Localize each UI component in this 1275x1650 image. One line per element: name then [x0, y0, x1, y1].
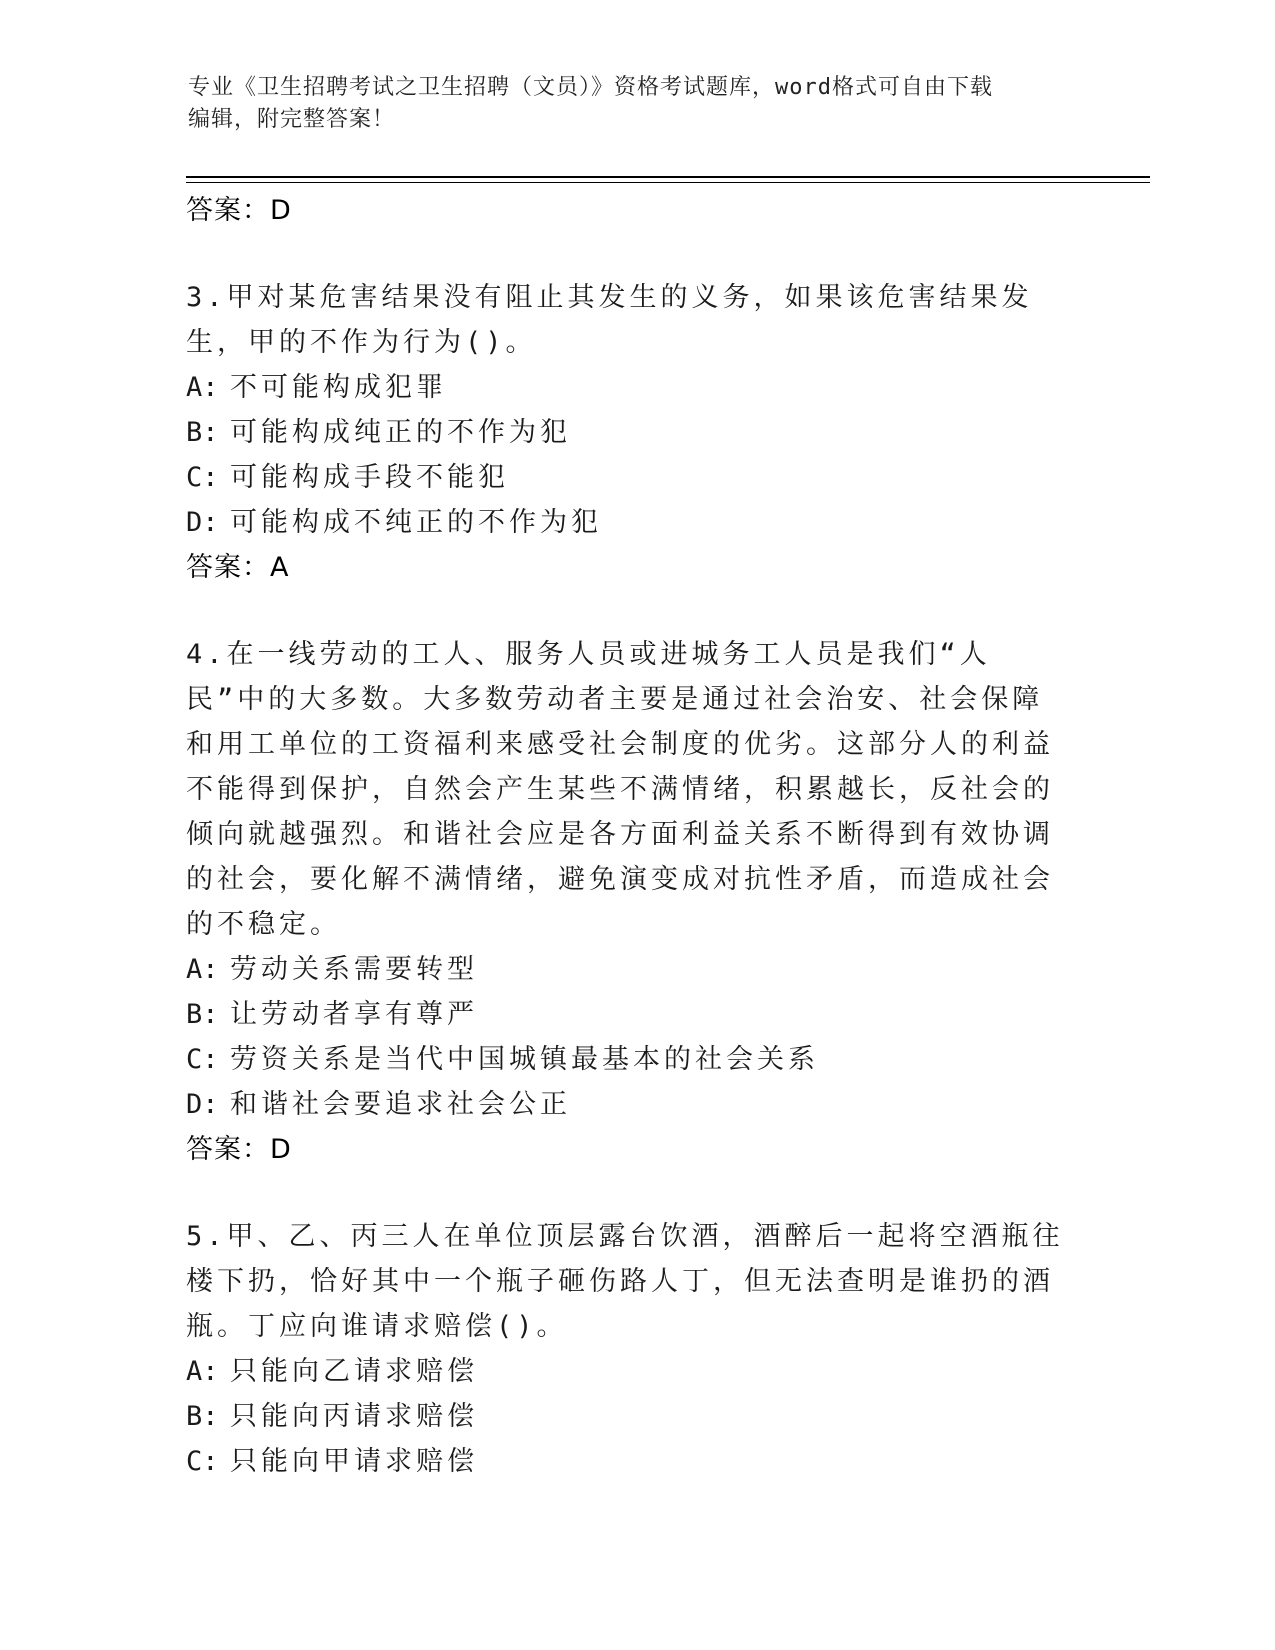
option-row: [186, 1439, 1066, 1484]
option-letter: C:: [186, 1446, 219, 1477]
option-text: 不可能构成犯罪: [230, 372, 447, 403]
option-row: [186, 410, 1066, 455]
header-rule-thick: [186, 176, 1150, 178]
option-row: [186, 1082, 1066, 1127]
option-row: [186, 455, 1066, 500]
question-text: 4.在一线劳动的工人、服务人员或进城务工人员是我们“人民”中的大多数。大多数劳动者主要是通过社会治安、社会保障和用工单位的工资福利来感受社会制度的优劣。这部分人的利益不能得到保护，自然会产生某些不满情绪，积累越长，反社会的倾向就越强烈。和谐社会应是各方面利益关系不断得到有效协调的社会，要化解不满情绪，避免演变成对抗性矛盾，而造成社会的不稳定。: [186, 639, 1054, 940]
question-text: 5.甲、乙、丙三人在单位顶层露台饮酒，酒醉后一起将空酒瓶往楼下扔，恰好其中一个瓶子砸伤路人丁，但无法查明是谁扔的酒瓶。丁应向谁请求赔偿()。: [186, 1221, 1064, 1342]
option-row: [186, 947, 1066, 992]
option-text: 可能构成纯正的不作为犯: [230, 417, 571, 448]
spacer: [186, 590, 1066, 632]
option-row: [186, 365, 1066, 410]
header-line-2: 编辑，附完整答案！: [188, 107, 396, 132]
option-row: [186, 992, 1066, 1037]
option-text: 可能构成手段不能犯: [230, 462, 509, 493]
option-text: 只能向甲请求赔偿: [230, 1446, 478, 1477]
spacer: [186, 1172, 1066, 1214]
question-block: [186, 1214, 1066, 1484]
question-text: 3.甲对某危害结果没有阻止其发生的义务，如果该危害结果发生，甲的不作为行为()。: [186, 282, 1033, 358]
option-text: 劳资关系是当代中国城镇最基本的社会关系: [230, 1044, 819, 1075]
option-row: [186, 1349, 1066, 1394]
option-text: 和谐社会要追求社会公正: [230, 1089, 571, 1120]
option-letter: C:: [186, 1044, 219, 1075]
option-row: [186, 1394, 1066, 1439]
option-letter: B:: [186, 417, 219, 448]
option-text: 劳动关系需要转型: [230, 954, 478, 985]
option-letter: B:: [186, 1401, 219, 1432]
answer-line: 答案：A: [186, 552, 290, 583]
answer-line: 答案：D: [186, 195, 292, 226]
option-row: [186, 1037, 1066, 1082]
header-rule-thin: [186, 182, 1150, 183]
option-letter: D:: [186, 1089, 219, 1120]
option-text: 可能构成不纯正的不作为犯: [230, 507, 602, 538]
option-row: [186, 500, 1066, 545]
option-letter: A:: [186, 1356, 219, 1387]
spacer: [186, 233, 1066, 275]
option-text: 只能向乙请求赔偿: [230, 1356, 478, 1387]
option-letter: A:: [186, 372, 219, 403]
option-letter: D:: [186, 507, 219, 538]
option-text: 只能向丙请求赔偿: [230, 1401, 478, 1432]
question-block: [186, 632, 1066, 1172]
option-letter: B:: [186, 999, 219, 1030]
option-letter: C:: [186, 462, 219, 493]
answer-line: 答案：D: [186, 1134, 292, 1165]
document-body: [186, 188, 1066, 1484]
option-text: 让劳动者享有尊严: [230, 999, 478, 1030]
header-line-1: 专业《卫生招聘考试之卫生招聘（文员）》资格考试题库，word格式可自由下载: [188, 75, 993, 100]
document-header: [188, 72, 1068, 136]
question-block: [186, 275, 1066, 590]
option-letter: A:: [186, 954, 219, 985]
